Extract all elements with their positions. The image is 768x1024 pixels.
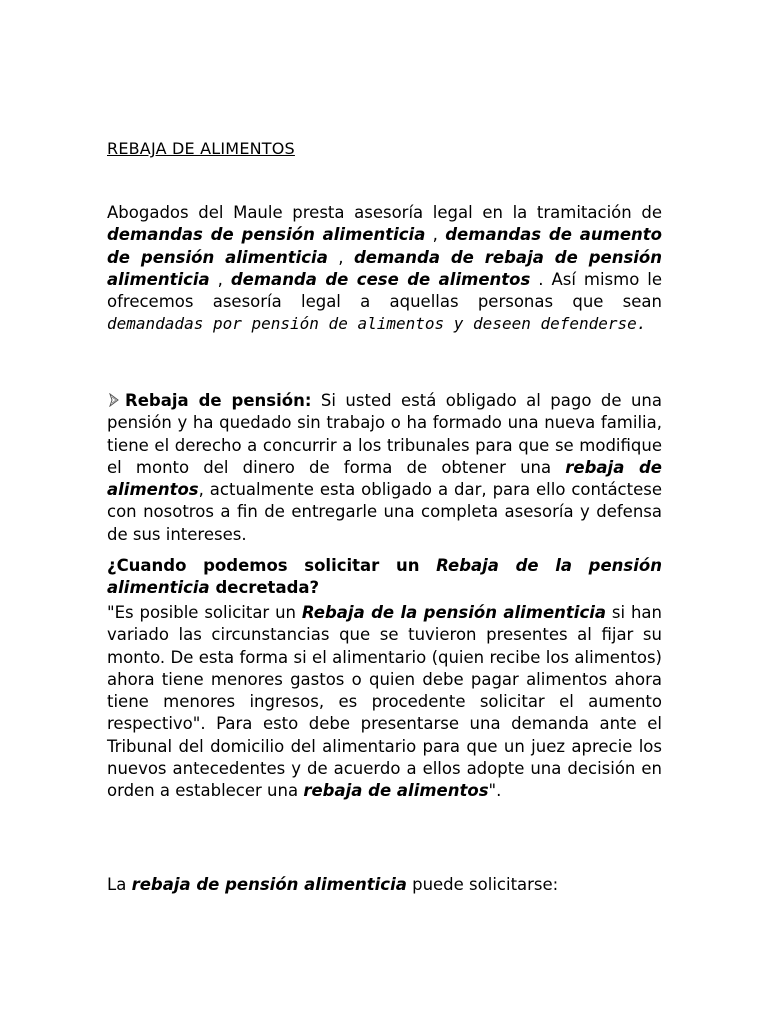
closing-text-2: puede solicitarse:	[406, 875, 559, 894]
intro-emphasis-3: demanda de rebaja de pensión alimenticia	[107, 247, 662, 289]
document-title: REBAJA DE ALIMENTOS	[107, 139, 295, 158]
answer-emphasis-2: rebaja de alimentos	[303, 781, 489, 801]
arrow-bullet-icon	[107, 391, 123, 405]
question-emphasis: Rebaja de la pensión alimenticia	[107, 556, 662, 598]
closing-text-1: La	[107, 875, 132, 894]
rebaja-paragraph	[107, 390, 662, 546]
intro-text-5: . Así mismo le ofrecemos asesoría legal a aquellas personas que sean	[107, 269, 662, 312]
question-text-1: ¿Cuando podemos solicitar un	[107, 556, 437, 575]
answer-paragraph	[107, 602, 662, 803]
intro-text-4: ,	[209, 269, 231, 289]
answer-text-1: "Es posible solicitar un	[107, 603, 302, 622]
answer-text-3: ".	[488, 781, 502, 801]
rebaja-text-1: Si usted está obligado al pago de una pensión y ha quedado sin trabajo o ha formado una nueva familia, tiene el derecho a concurrir a los tribunales para que se modifique el monto del dinero de forma de obtener una	[107, 391, 662, 477]
closing-emphasis: rebaja de pensión alimenticia	[131, 875, 407, 894]
answer-emphasis-1: Rebaja de la pensión alimenticia	[301, 603, 607, 622]
question-text-2: decretada?	[209, 578, 320, 598]
intro-text-1: Abogados del Maule presta asesoría legal en la tramitación de	[107, 203, 662, 222]
rebaja-heading: Rebaja de pensión:	[125, 391, 312, 410]
question-heading	[107, 555, 662, 600]
intro-text-3: ,	[327, 247, 354, 267]
rebaja-emphasis-1: rebaja de alimentos	[107, 457, 662, 500]
intro-emphasis-4: demanda de cese de alimentos	[230, 269, 531, 289]
rebaja-text-2: , actualmente esta obligado a dar, para ello contáctese con nosotros a fin de entregarle una completa asesoría y defensa de sus intereses.	[107, 480, 662, 544]
intro-text-2: ,	[425, 225, 446, 245]
intro-emphasis-2: demandas de aumento de pensión alimenticia	[107, 225, 662, 267]
intro-emphasis-1: demandas de pensión alimenticia	[107, 225, 426, 245]
intro-emphasis-5: demandadas por pensión de alimentos y deseen defenderse.	[107, 314, 647, 334]
answer-text-2: si han variado las circunstancias que se tuvieron presentes al fijar su monto. De esta forma si el alimentario (quien recibe los alimentos) ahora tiene menores gastos o quien debe pagar alimentos ahora tiene menores ingresos, es procedente solicitar el aumento respectivo". Para esto debe presentarse una demanda ante el Tribunal del domicilio del alimentario para que un juez aprecie los nuevos antecedentes y de acuerdo a ellos adopte una decisión en orden a establecer una	[107, 603, 662, 801]
closing-paragraph	[107, 874, 662, 896]
intro-paragraph	[107, 202, 662, 336]
